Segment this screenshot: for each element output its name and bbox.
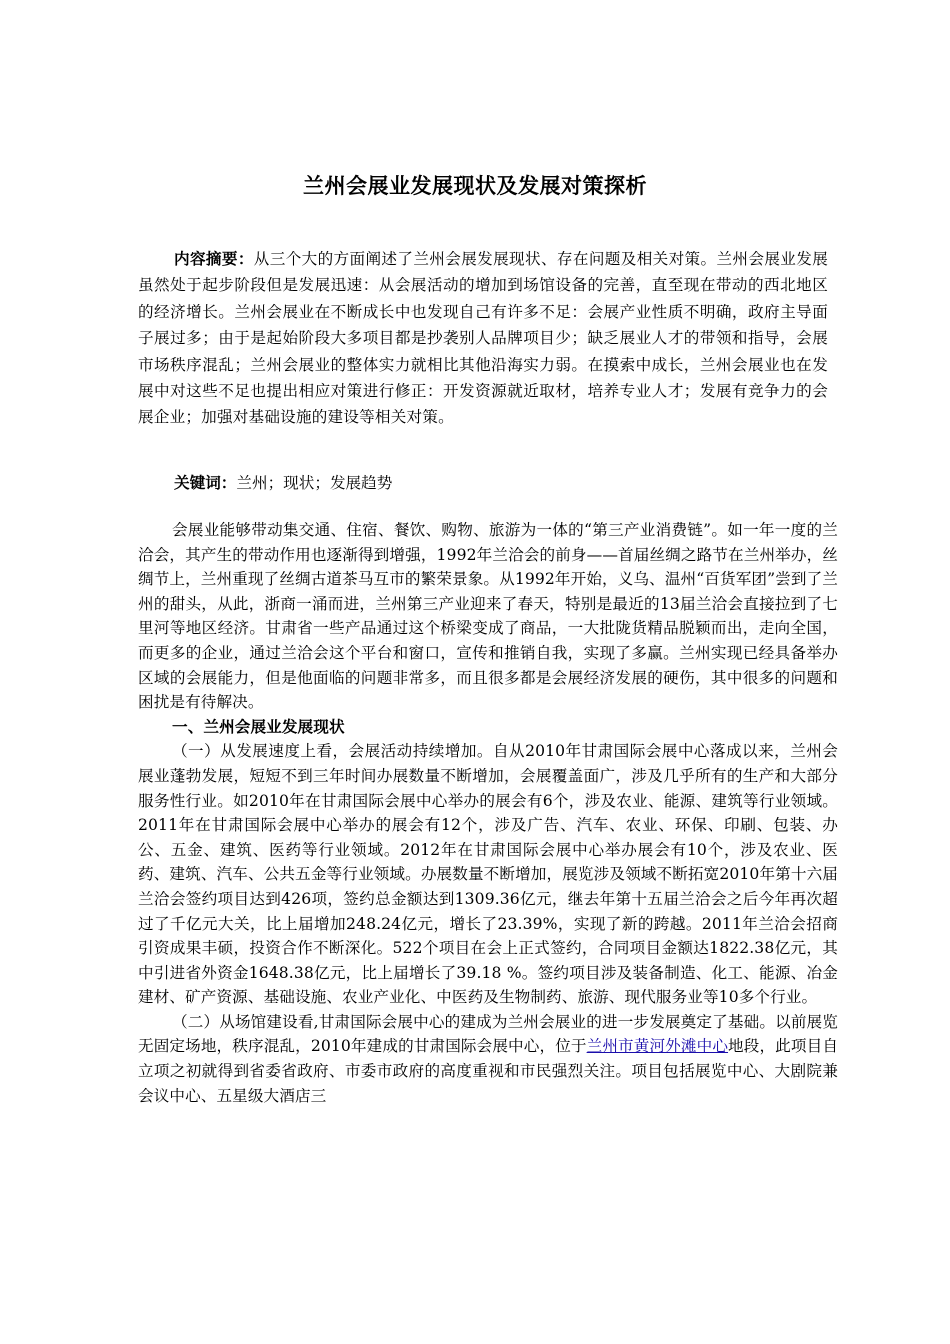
- keywords-line: [174, 470, 834, 496]
- document-body: [138, 518, 838, 1108]
- document-title: 兰州会展业发展现状及发展对策探析: [303, 174, 647, 198]
- body-paragraph-2: [138, 1010, 838, 1108]
- paragraph-text: （二）从场馆建设看,甘肃国际会展中心的建成为兰州会展业的进一步发展奠定了基础。以前展览无固定场地，秩序混乱，2010年建成的甘肃国际会展中心，位于: [138, 1012, 838, 1056]
- location-link[interactable]: 兰州市黄河外滩中心: [586, 1037, 729, 1056]
- abstract-label: 内容摘要：: [174, 250, 254, 268]
- section-heading: 一、兰州会展业发展现状: [172, 717, 345, 736]
- abstract-paragraph: [138, 246, 828, 431]
- keywords-label: 关键词：: [174, 474, 237, 492]
- intro-paragraph: 会展业能够带动集交通、住宿、餐饮、购物、旅游为一体的“第三产业消费链”。如一年一度的兰洽会，其产生的带动作用也逐渐得到增强，1992年兰洽会的前身——首届丝绸之路节在兰州举办，丝绸节上，兰州重现了丝绸古道茶马互市的繁荣景象。从1992年开始，义乌、温州“百货军团”尝到了兰州的甜头，从此，浙商一涌而进，兰州第三产业迎来了春天，特别是最近的13届兰洽会直接拉到了七里河等地区经济。甘肃省一些产品通过这个桥梁变成了商品，一大批陇货精品脱颖而出，走向全国，而更多的企业，通过兰洽会这个平台和窗口，宣传和推销自我，实现了多赢。兰州实现已经具备举办区域的会展能力，但是他面临的问题非常多，而且很多都是会展经济发展的硬伤，其中很多的问题和困扰是有待解决。: [138, 521, 838, 712]
- paragraph-text: 地段，此项目自立项之初就得到省委省政府、市委市政府的高度重视和市民强烈关注。项目包括展览中心、大剧院兼会议中心、五星级大酒店三: [138, 1037, 839, 1105]
- abstract-text: 从三个大的方面阐述了兰州会展发展现状、存在问题及相关对策。兰州会展业发展虽然处于起步阶段但是发展迅速：从会展活动的增加到场馆设备的完善，直至现在带动的西北地区的经济增长。兰州会展业在不断成长中也发现自己有许多不足：会展产业性质不明确，政府主导面子展过多；由于是起始阶段大多项目都是抄袭别人品牌项目少；缺乏展业人才的带领和指导，会展市场秩序混乱；兰州会展业的整体实力就相比其他沿海实力弱。在摸索中成长，兰州会展业也在发展中对这些不足也提出相应对策进行修正：开发资源就近取材，培养专业人才；发展有竞争力的会展企业；加强对基础设施的建设等相关对策。: [138, 250, 828, 427]
- body-paragraph-1: （一）从发展速度上看，会展活动持续增加。自从2010年甘肃国际会展中心落成以来，兰州会展业蓬勃发展，短短不到三年时间办展数量不断增加，会展覆盖面广，涉及几乎所有的生产和大部分服务性行业。如2010年在甘肃国际会展中心举办的展会有6个，涉及农业、能源、建筑等行业领域。2011年在甘肃国际会展中心举办的展会有12个，涉及广告、汽车、农业、环保、印刷、包装、办公、五金、建筑、医药等行业领域。2012年在甘肃国际会展中心举办展会有10个，涉及农业、医药、建筑、汽车、公共五金等行业领域。办展数量不断增加，展览涉及领域不断拓宽2010年第十六届兰洽会签约项目达到426项，签约总金额达到1309.36亿元，继去年第十五届兰洽会之后今年再次超过了千亿元大关，比上届增加248.24亿元，增长了23.39%，实现了新的跨越。2011年兰洽会招商引资成果丰硕，投资合作不断深化。522个项目在会上正式签约，合同项目金额达1822.38亿元，其中引进省外资金1648.38亿元，比上届增长了39.18 %。签约项目涉及装备制造、化工、能源、冶金建材、矿产资源、基础设施、农业产业化、中医药及生物制药、旅游、现代服务业等10多个行业。: [138, 742, 838, 1007]
- keywords-text: 兰州；现状；发展趋势: [236, 474, 393, 492]
